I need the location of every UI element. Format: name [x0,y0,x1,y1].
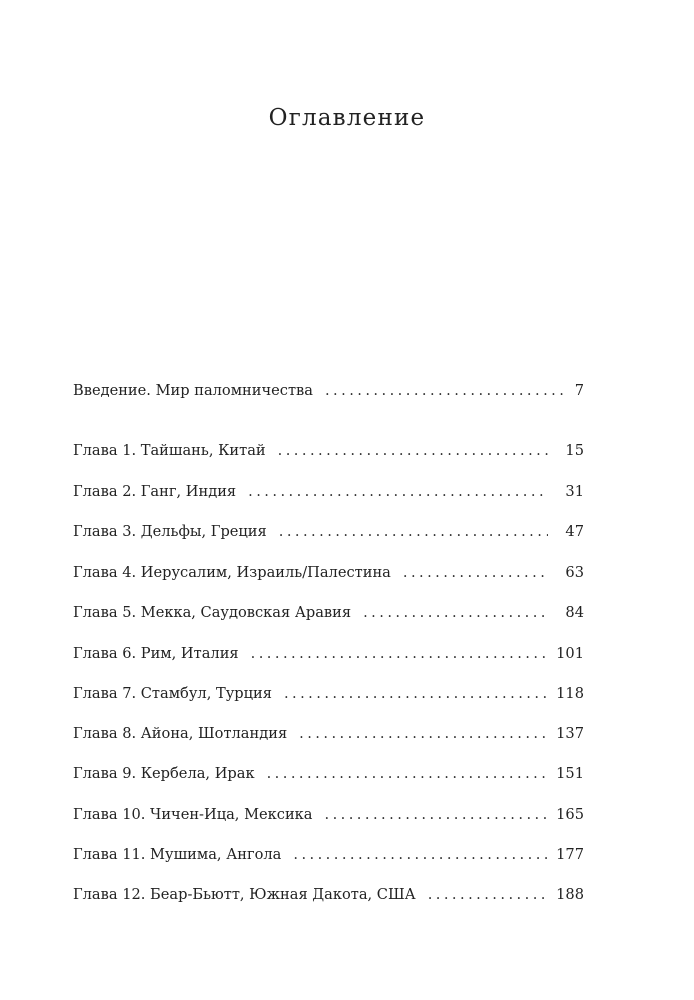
toc-entry-title: Глава 11. Мушима, Ангола [73,846,282,863]
toc-entry-title: Глава 2. Ганг, Индия [73,483,237,500]
toc-entry-introduction[interactable] [73,380,584,402]
toc-entry-page: 15 [565,442,584,459]
toc-dot-leader [363,602,548,624]
toc-entry-chapter-12[interactable] [73,884,584,906]
toc-dot-leader [248,481,548,503]
toc-entry-chapter-1[interactable] [73,440,584,462]
toc-entry-page: 188 [556,886,584,903]
toc-entry-chapter-6[interactable] [73,643,584,665]
toc-entry-chapter-2[interactable] [73,481,584,503]
toc-entry-title: Глава 12. Беар-Бьютт, Южная Дакота, США [73,886,416,903]
toc-entry-page: 101 [556,645,584,662]
toc-entry-page: 7 [574,382,584,399]
toc-entry-chapter-3[interactable] [73,521,584,543]
page-title: Оглавление [268,105,426,131]
toc-entry-chapter-10[interactable] [73,804,584,826]
toc-entry-title: Введение. Мир паломничества [73,382,313,399]
toc-entry-page: 31 [565,483,584,500]
toc-dot-leader [284,683,548,705]
toc-entry-title: Глава 6. Рим, Италия [73,645,239,662]
toc-entry-chapter-4[interactable] [73,562,584,584]
toc-entry-page: 63 [565,564,584,581]
toc-entry-page: 84 [565,604,584,621]
toc-entry-page: 177 [556,846,584,863]
toc-dot-leader [251,643,548,665]
toc-entry-title: Глава 9. Кербела, Ирак [73,765,255,782]
toc-dot-leader [267,763,548,785]
toc-entry-chapter-5[interactable] [73,602,584,624]
toc-entry-page: 118 [556,685,584,702]
toc-entry-page: 165 [556,806,584,823]
toc-dot-leader [278,440,548,462]
toc-entry-page: 47 [565,523,584,540]
toc-entry-chapter-11[interactable] [73,844,584,866]
toc-entry-page: 151 [556,765,584,782]
toc-dot-leader [293,844,548,866]
toc-entry-title: Глава 10. Чичен-Ица, Мексика [73,806,313,823]
toc-dot-leader [279,521,548,543]
toc-dot-leader [325,380,566,402]
toc-entry-title: Глава 1. Тайшань, Китай [73,442,266,459]
toc-dot-leader [325,804,549,826]
toc-entry-title: Глава 8. Айона, Шотландия [73,725,288,742]
toc-entry-title: Глава 4. Иерусалим, Израиль/Палестина [73,564,391,581]
toc-dot-leader [428,884,548,906]
toc-entry-title: Глава 7. Стамбул, Турция [73,685,272,702]
toc-entry-chapter-9[interactable] [73,763,584,785]
toc-entry-title: Глава 3. Дельфы, Греция [73,523,267,540]
toc-entry-page: 137 [556,725,584,742]
toc-entry-chapter-8[interactable] [73,723,584,745]
toc-entry-title: Глава 5. Мекка, Саудовская Аравия [73,604,352,621]
toc-entry-chapter-7[interactable] [73,683,584,705]
toc-dot-leader [299,723,548,745]
toc-dot-leader [403,562,548,584]
